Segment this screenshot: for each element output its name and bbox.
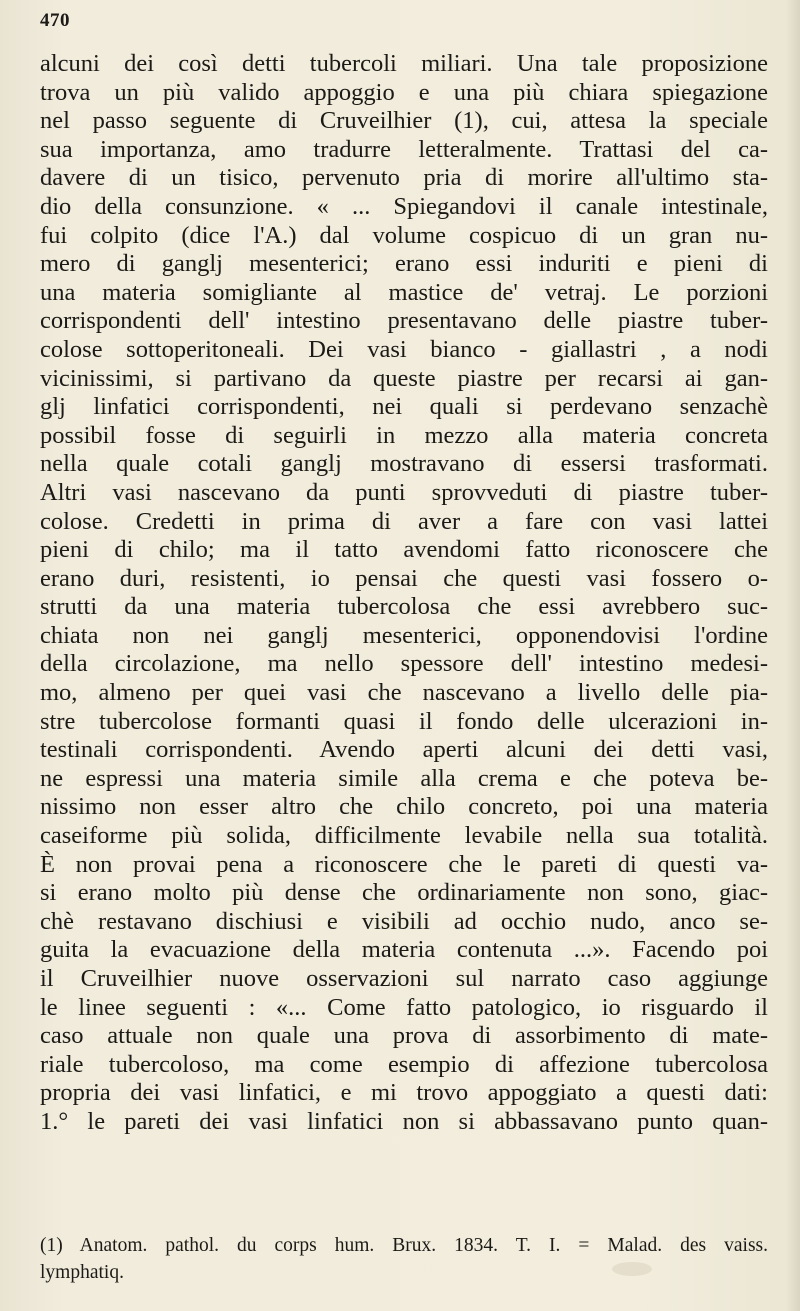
page-number: 470 [40, 10, 70, 31]
text-line: il Cruveilhier nuove osservazioni sul narrato caso aggiunge [40, 965, 768, 992]
text-line: propria dei vasi linfatici, e mi trovo appoggiato a questi dati: [40, 1079, 768, 1107]
text-line: erano duri, resistenti, io pensai che questi vasi fossero o- [40, 564, 768, 592]
text-line: guita la evacuazione della materia contenuta ...». Facendo poi [40, 936, 768, 964]
text-line: pieni di chilo; ma il tatto avendomi fatto riconoscere che [40, 536, 768, 564]
text-line: corrispondenti dell' intestino presentavano delle piastre tuber- [40, 307, 768, 335]
text-line: caso attuale non quale una prova di assorbimento di mate- [40, 1022, 768, 1050]
text-line: dio della consunzione. « ... Spiegandovi il canale intestinale, [40, 192, 768, 220]
text-line: colose sottoperitoneali. Dei vasi bianco - giallastri , a nodi [40, 335, 768, 363]
text-line: testinali corrispondenti. Avendo aperti alcuni dei detti vasi, [40, 736, 768, 764]
text-line: nella quale cotali ganglj mostravano di essersi trasformati. [40, 450, 768, 478]
text-line: 1.° le pareti dei vasi linfatici non si abbassavano punto quan- [40, 1107, 768, 1135]
text-line: strutti da una materia tubercolosa che essi avrebbero suc- [40, 593, 768, 621]
text-line: vicinissimi, si partivano da queste piastre per recarsi ai gan- [40, 364, 768, 392]
body-text [40, 50, 768, 1137]
text-line: sua importanza, amo tradurre letteralmente. Trattasi del ca- [40, 135, 768, 163]
text-line: È non provai pena a riconoscere che le pareti di questi va- [40, 850, 768, 878]
text-line: una materia somigliante al mastice de' vetraj. Le porzioni [40, 278, 768, 306]
text-line: possibil fosse di seguirli in mezzo alla materia concreta [40, 421, 768, 449]
text-line: davere di un tisico, pervenuto pria di morire all'ultimo sta- [40, 164, 768, 192]
text-line: ne espressi una materia simile alla crema e che poteva be- [40, 764, 768, 792]
text-line: colose. Credetti in prima di aver a fare con vasi lattei [40, 507, 768, 535]
text-line: glj linfatici corrispondenti, nei quali si perdevano senzachè [40, 393, 768, 421]
page-edge-shadow [786, 0, 800, 1311]
text-line: mo, almeno per quei vasi che nascevano a livello delle pia- [40, 679, 768, 707]
text-line: nissimo non esser altro che chilo concreto, poi una materia [40, 793, 768, 821]
text-line: trova un più valido appoggio e una più chiara spiegazione [40, 78, 768, 106]
text-line: nel passo seguente di Cruveilhier (1), cui, attesa la speciale [40, 107, 768, 135]
text-line: fui colpito (dice l'A.) dal volume cospicuo di un gran nu- [40, 221, 768, 249]
text-line: stre tubercolose formanti quasi il fondo delle ulcerazioni in- [40, 707, 768, 735]
text-line: si erano molto più dense che ordinariamente non sono, giac- [40, 879, 768, 907]
text-line: della circolazione, ma nello spessore dell' intestino medesi- [40, 650, 768, 678]
footnote-line: (1) Anatom. pathol. du corps hum. Brux. 1834. T. I. = Malad. des vaiss. [40, 1235, 768, 1256]
text-line: alcuni dei così detti tubercoli miliari. Una tale proposizione [40, 50, 768, 77]
footnote-line: lymphatiq. [40, 1262, 124, 1283]
text-line: Altri vasi nascevano da punti sprovveduti di piastre tuber- [40, 478, 768, 506]
text-line: caseiforme più solida, difficilmente levabile nella sua totalità. [40, 822, 768, 850]
text-line: chè restavano dischiusi e visibili ad occhio nudo, anco se- [40, 907, 768, 935]
text-line: riale tubercoloso, ma come esempio di affezione tubercolosa [40, 1050, 768, 1078]
text-line: mero di ganglj mesenterici; erano essi induriti e pieni di [40, 250, 768, 278]
text-line: le linee seguenti : «... Come fatto patologico, io risguardo il [40, 993, 768, 1021]
footnote [40, 1232, 768, 1286]
text-line: chiata non nei ganglj mesenterici, opponendovisi l'ordine [40, 621, 768, 649]
